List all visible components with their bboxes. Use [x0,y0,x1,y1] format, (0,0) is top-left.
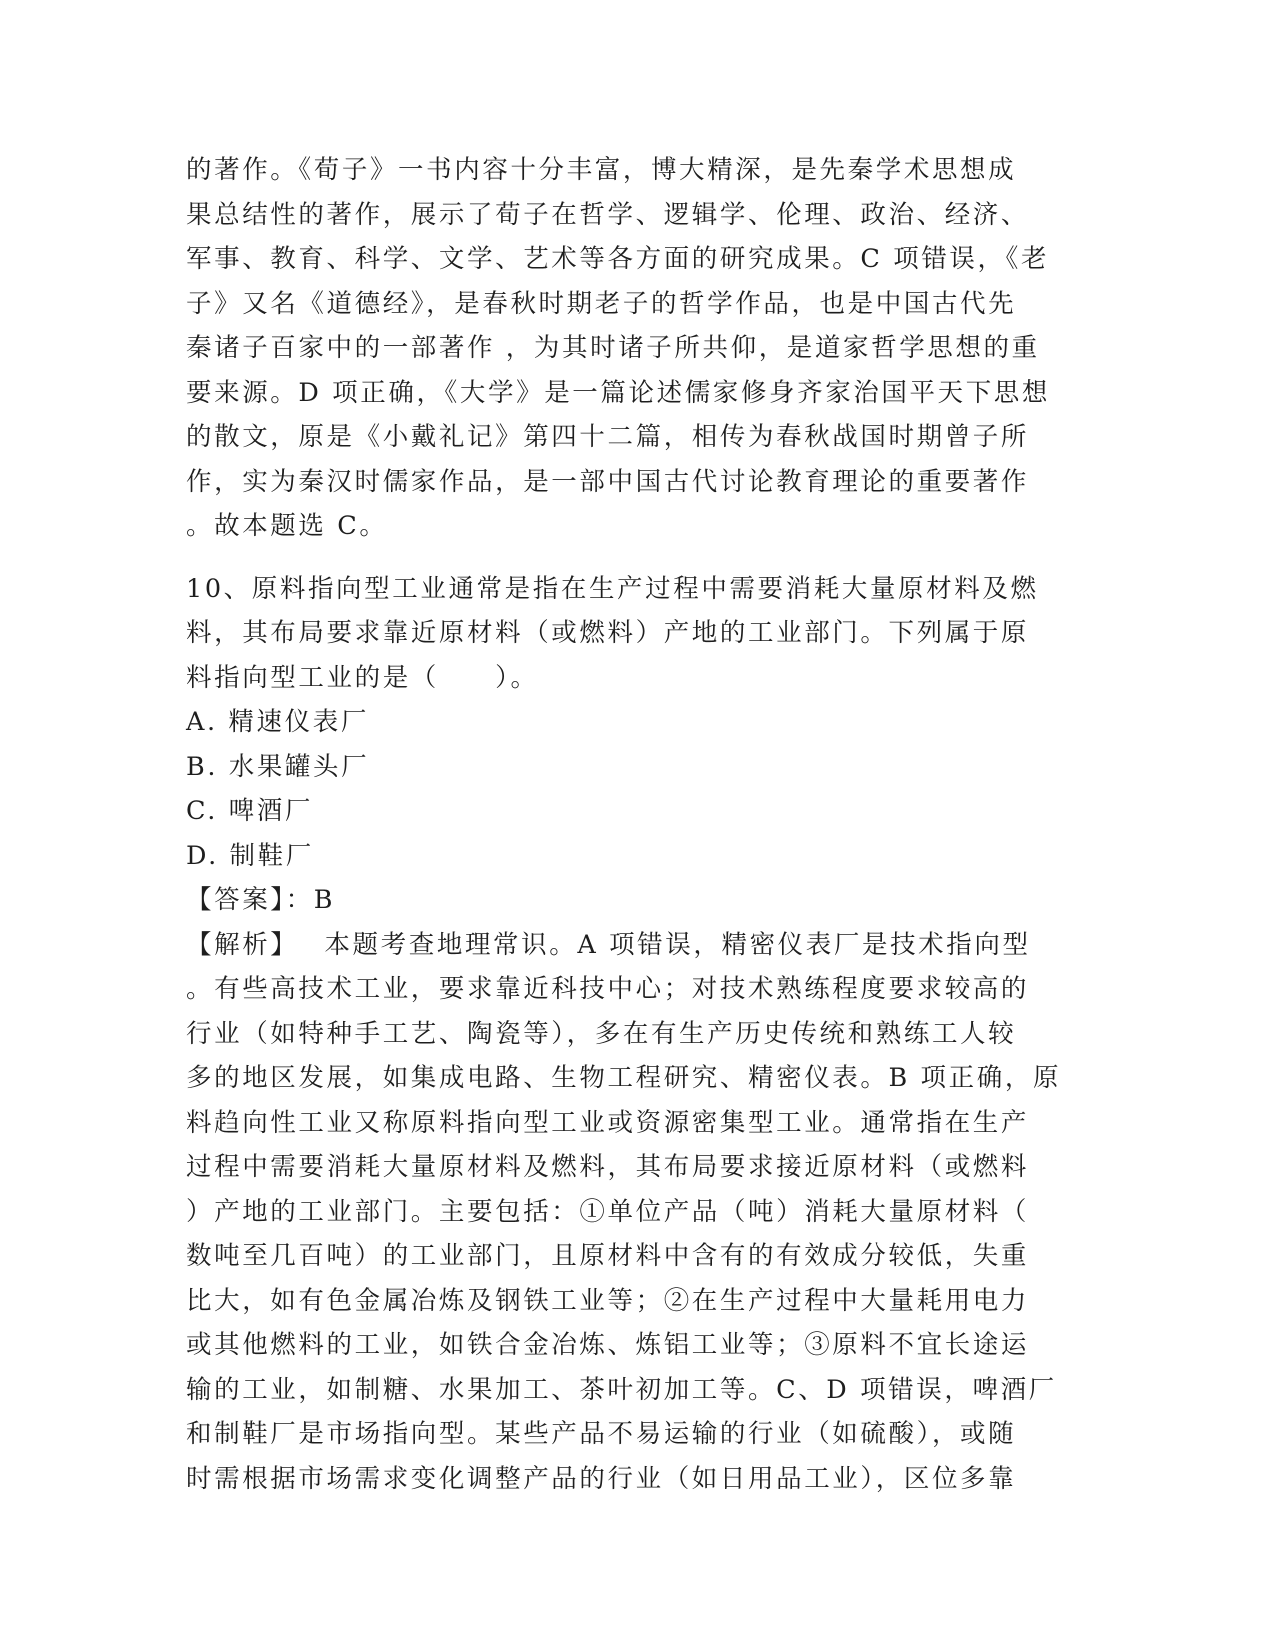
explanation-line: 和制鞋厂是市场指向型。某些产品不易运输的行业（如硫酸），或随 [186,1419,1017,1449]
previous-explanation [186,148,1236,549]
option-a: A. 精速仪表厂 [186,707,369,737]
option-d: D. 制鞋厂 [186,840,314,871]
text-line: 果总结性的著作，展示了荀子在哲学、逻辑学、伦理、政治、经济、 [186,199,1030,230]
paragraph-gap [186,549,1236,567]
document-page [186,148,1236,1501]
text-line: 的散文，原是《小戴礼记》第四十二篇，相传为春秋战国时期曾子所 [186,422,1030,452]
text-line: 军事、教育、科学、文学、艺术等各方面的研究成果。C 项错误，《老 [186,244,1050,274]
explanation-line: ）产地的工业部门。主要包括：①单位产品（吨）消耗大量原材料（ [186,1196,1030,1227]
question-stem [186,567,1236,701]
question-line: 料指向型工业的是（ ）。 [186,662,539,693]
option-c: C. 啤酒厂 [186,796,313,826]
explanation-line: 或其他燃料的工业，如铁合金冶炼、炼铝工业等；③原料不宜长途运 [186,1330,1030,1360]
explanation-line: 过程中需要消耗大量原材料及燃料，其布局要求接近原材料（或燃料 [186,1152,1030,1182]
explanation-line: 比大，如有色金属冶炼及钢铁工业等；②在生产过程中大量耗用电力 [186,1285,1030,1316]
question-line: 料，其布局要求靠近原材料（或燃料）产地的工业部门。下列属于原 [186,618,1030,648]
explanation-line: 行业（如特种手工艺、陶瓷等），多在有生产历史传统和熟练工人较 [186,1018,1017,1049]
explanation-line: 【解析】 本题考查地理常识。A 项错误，精密仪表厂是技术指向型 [186,929,1031,960]
explanation-line: 。有些高技术工业，要求靠近科技中心；对技术熟练程度要求较高的 [186,974,1030,1004]
explanation-line: 输的工业，如制糖、水果加工、茶叶初加工等。C、D 项错误，啤酒厂 [186,1374,1057,1405]
text-line: 作，实为秦汉时儒家作品，是一部中国古代讨论教育理论的重要著作 [186,466,1030,497]
explanation-line: 时需根据市场需求变化调整产品的行业（如日用品工业），区位多靠 [186,1463,1017,1494]
explanation [186,923,1236,1502]
explanation-line: 料趋向性工业又称原料指向型工业或资源密集型工业。通常指在生产 [186,1107,1030,1138]
question-options [186,700,1236,878]
text-line: 秦诸子百家中的一部著作 ，为其时诸子所共仰，是道家哲学思想的重 [186,333,1040,363]
text-line: 。故本题选 C。 [186,511,388,541]
question-line: 10、原料指向型工业通常是指在生产过程中需要消耗大量原材料及燃 [186,573,1039,604]
option-b: B. 水果罐头厂 [186,751,370,782]
explanation-line: 数吨至几百吨）的工业部门，且原材料中含有的有效成分较低，失重 [186,1241,1030,1271]
answer-line: 【答案】：B [186,885,336,915]
text-line: 要来源。D 项正确，《大学》是一篇论述儒家修身齐家治国平天下思想 [186,377,1051,408]
explanation-line: 多的地区发展，如集成电路、生物工程研究、精密仪表。B 项正确，原 [186,1063,1062,1093]
text-line: 的著作。《荀子》一书内容十分丰富，博大精深，是先秦学术思想成 [186,155,1017,185]
question-10 [186,567,1236,1502]
text-line: 子》又名《道德经》，是春秋时期老子的哲学作品，也是中国古代先 [186,288,1017,319]
